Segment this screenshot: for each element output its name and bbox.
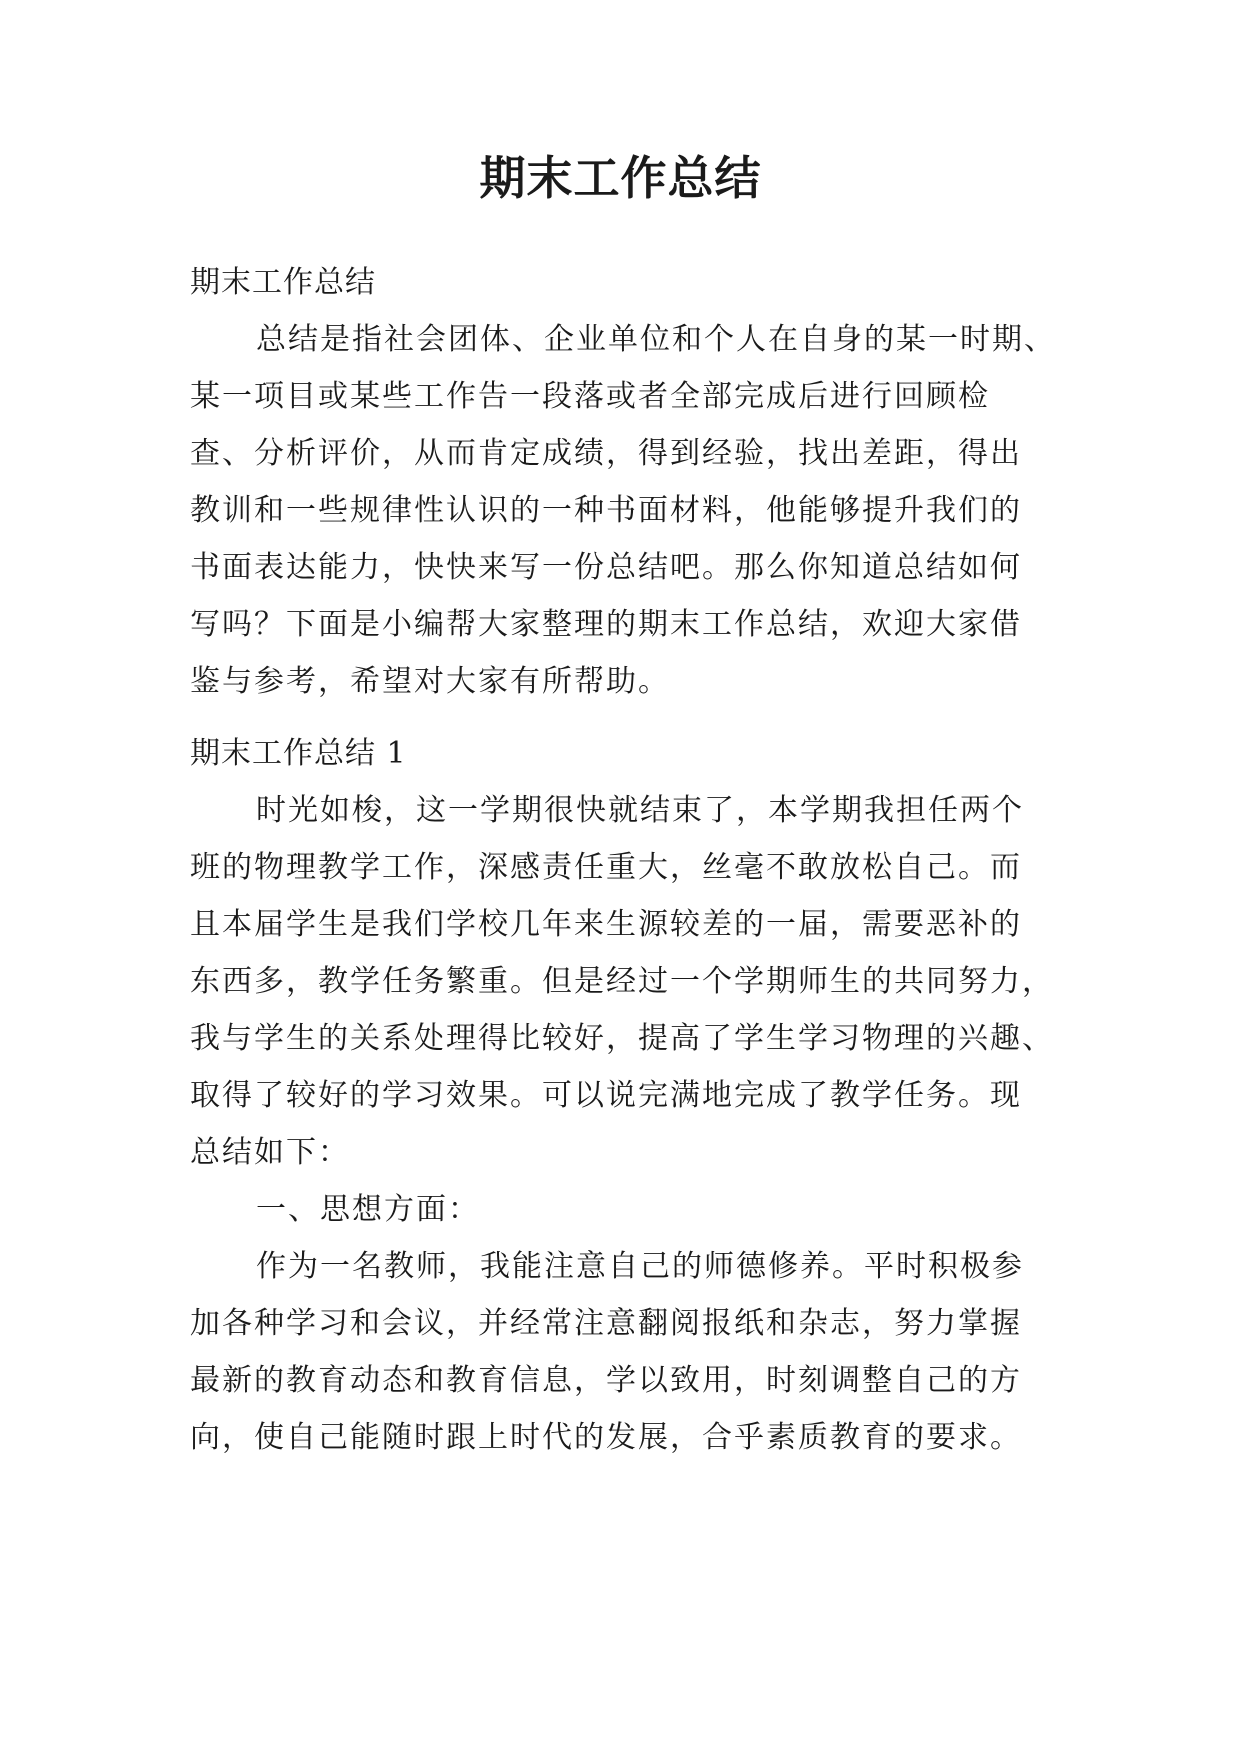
section-1-para1-line-2: 班的物理教学工作，深感责任重大，丝毫不敢放松自己。而 bbox=[190, 850, 1022, 885]
section-1-para2-line-1: 作为一名教师，我能注意自己的师德修养。平时积极参 bbox=[256, 1249, 1024, 1284]
intro-heading: 期末工作总结 bbox=[190, 265, 376, 300]
intro-section bbox=[190, 254, 1056, 710]
section-1 bbox=[190, 725, 1052, 1466]
intro-line-2: 某一项目或某些工作告一段落或者全部完成后进行回顾检 bbox=[190, 379, 990, 414]
intro-line-1: 总结是指社会团体、企业单位和个人在自身的某一时期、 bbox=[256, 322, 1056, 357]
section-1-para2-line-3: 最新的教育动态和教育信息，学以致用，时刻调整自己的方 bbox=[190, 1363, 1022, 1398]
section-1-subheading: 一、思想方面： bbox=[256, 1192, 480, 1227]
intro-line-3: 查、分析评价，从而肯定成绩，得到经验，找出差距，得出 bbox=[190, 436, 1022, 471]
section-1-para1-line-7: 总结如下： bbox=[190, 1135, 350, 1170]
section-1-para1-line-1: 时光如梭，这一学期很快就结束了，本学期我担任两个 bbox=[256, 793, 1024, 828]
section-1-para1-line-4: 东西多，教学任务繁重。但是经过一个学期师生的共同努力， bbox=[190, 964, 1054, 999]
section-1-heading: 期末工作总结 1 bbox=[190, 736, 407, 771]
intro-line-4: 教训和一些规律性认识的一种书面材料，他能够提升我们的 bbox=[190, 493, 1022, 528]
section-1-para2-line-2: 加各种学习和会议，并经常注意翻阅报纸和杂志，努力掌握 bbox=[190, 1306, 1022, 1341]
intro-line-5: 书面表达能力，快快来写一份总结吧。那么你知道总结如何 bbox=[190, 550, 1022, 585]
document-title: 期末工作总结 bbox=[479, 151, 762, 205]
intro-line-7: 鉴与参考，希望对大家有所帮助。 bbox=[190, 664, 670, 699]
section-1-para1-line-5: 我与学生的关系处理得比较好，提高了学生学习物理的兴趣、 bbox=[190, 1021, 1054, 1056]
section-1-para1-line-3: 且本届学生是我们学校几年来生源较差的一届，需要恶补的 bbox=[190, 907, 1022, 942]
section-1-para2-line-4: 向，使自己能随时跟上时代的发展，合乎素质教育的要求。 bbox=[190, 1420, 1022, 1455]
section-1-para1-line-6: 取得了较好的学习效果。可以说完满地完成了教学任务。现 bbox=[190, 1078, 1022, 1113]
intro-line-6: 写吗？下面是小编帮大家整理的期末工作总结，欢迎大家借 bbox=[190, 607, 1022, 642]
